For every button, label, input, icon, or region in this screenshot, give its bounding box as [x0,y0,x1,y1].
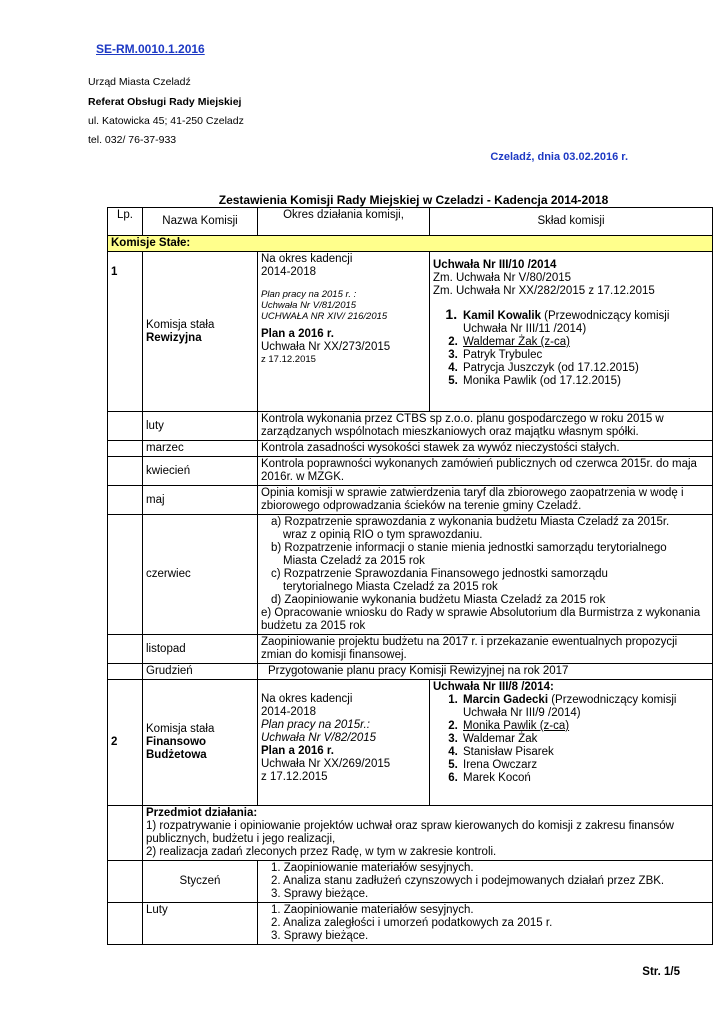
schedule-month: Grudzień [143,664,258,680]
c1-period-line2: 2014-2018 [261,266,316,278]
commission1-period [258,252,430,412]
schedule-text: Kontrola zasadności wysokości stawek za wywóz nieczystości stałych. [258,441,713,457]
table-row [108,515,713,635]
table-row [108,664,713,680]
june-tasks: a) Rozpatrzenie sprawozdania z wykonania budżetu Miasta Czeladź za 2015r. wraz z opinią RIO o tym sprawozdaniu. b) Rozpatrzenie informacji o stanie mienia jednostki samorządu terytorialnego Miasta Czeladź za 2015 rok c) Rozpatrzenie Sprawozdania Finansowego jednostki samorządu terytorialnego Miasta Czeladź za 2015 rok d) Zaopiniowanie wykonania budżetu Miasta Czeladź za 2015 rok e) Opracowanie wniosku do Rady w sprawie Absolutorium dla Burmistrza z wykonania budżetu za 2015 rok [258,515,713,635]
commissions-table [107,207,713,945]
schedule-text: Przygotowanie planu pracy Komisji Rewizyjnej na rok 2017 [258,664,713,680]
list-item: 3. Waldemar Żak [461,733,709,746]
page-title: Zestawienia Komisji Rady Miejskiej w Czeladzi - Kadencja 2014-2018 [218,193,609,207]
list-item: 5. Monika Pawlik (od 17.12.2015) [461,375,709,388]
c1-period-line1: Na okres kadencji [261,253,353,265]
list-item: 4. Patrycja Juszczyk (od 17.12.2015) [461,362,709,375]
feb-tasks: 1. Zaopiniowanie materiałów sesyjnych. 2. Analiza zaległości i umorzeń podatkowych za 2015 r. 3. Sprawy bieżące. [258,903,713,945]
schedule-month: Styczeń [143,861,258,903]
commission1-name-line2: Rewizyjna [146,331,202,344]
commission2-members [430,680,713,806]
commission2-name: Komisja stała Finansowo Budżetowa [143,680,258,806]
page-number: Str. 1/5 [642,966,680,978]
schedule-text: Kontrola wykonania przez CTBS sp z.o.o. planu gospodarczego w roku 2015 w zarządzanych wspólnotach mieszkaniowych oraz majątku własnym spółki. [258,412,713,441]
commission1-members [430,252,713,412]
table-row [108,680,713,806]
office-phone: tel. 032/ 76-37-933 [88,134,177,146]
list-item: 1. Kamil Kowalik (Przewodniczący komisji Uchwała Nr III/11 /2014) [461,308,709,336]
commission1-lp: 1 [108,252,143,412]
c1-amend1: Zm. Uchwała Nr V/80/2015 [433,272,572,284]
commission1-name-line1: Komisja stała [146,318,215,331]
schedule-month: kwiecień [143,457,258,486]
c1-plan2015-line2: Uchwała Nr V/81/2015 [261,300,357,311]
schedule-month: czerwiec [143,515,258,635]
table-row [108,635,713,664]
c1-member-list [433,308,709,388]
list-item: 5. Irena Owczarz [461,759,709,772]
c1-plan2015-line1: Plan pracy na 2015 r. : [261,289,357,300]
document-reference: SE-RM.0010.1.2016 [96,42,205,56]
schedule-text: Zaopiniowanie projektu budżetu na 2017 r. i przekazanie ewentualnych propozycji zmian do komisji finansowej. [258,635,713,664]
table-row [108,806,713,861]
table-header-row [108,208,713,236]
schedule-month: Luty [143,903,258,945]
commission2-lp: 2 [108,680,143,806]
jan-tasks: 1. Zaopiniowanie materiałów sesyjnych. 2. Analiza stanu zadłużeń czynszowych i podejmowanych działań przez ZBK. 3. Sprawy bieżące. [258,861,713,903]
c1-amend2: Zm. Uchwała Nr XX/282/2015 z 17.12.2015 [433,285,655,297]
header-period: Okres działania komisji, [258,208,430,236]
table-row [108,486,713,515]
table-row [108,252,713,412]
list-item: 4. Stanisław Pisarek [461,746,709,759]
c1-plan2016-date: z 17.12.2015 [261,354,316,365]
department-name: Referat Obsługi Rady Miejskiej [88,96,242,108]
commission2-scope: Przedmiot działania: 1) rozpatrywanie i opiniowanie projektów uchwał oraz spraw kierowanych do komisji z zakresu finansów publicznych, budżetu i jego realizacji, 2) realizacja zadań zleconych przez Radę, w tym w zakresie kontroli. [143,806,713,861]
document-date: Czeladź, dnia 03.02.2016 r. [490,151,628,163]
schedule-month: maj [143,486,258,515]
schedule-month: luty [143,412,258,441]
schedule-text: Kontrola poprawności wykonanych zamówień publicznych od czerwca 2015r. do maja 2016r. w MZGK. [258,457,713,486]
header-name: Nazwa Komisji [143,208,258,236]
section-label: Komisje Stałe: [108,236,713,252]
list-item: 1. Marcin Gadecki (Przewodniczący komisji Uchwała Nr III/9 /2014) [461,694,709,720]
c2-member-list [433,694,709,785]
commission1-name [143,252,258,412]
schedule-text: Opinia komisji w sprawie zatwierdzenia taryf dla zbiorowego zaopatrzenia w wodę i zbiorowego odprowadzania ścieków na terenie gminy Czeladź. [258,486,713,515]
c1-resolution: Uchwała Nr III/10 /2014 [433,259,557,271]
table-row [108,412,713,441]
list-item: 2. Waldemar Żak (z-ca) [461,336,709,349]
table-row [108,457,713,486]
list-item: 6. Marek Kocoń [461,772,709,785]
office-address: ul. Katowicka 45; 41-250 Czeladz [88,115,244,127]
c2-resolution: Uchwała Nr III/8 /2014: [433,681,554,693]
header-lp: Lp. [108,208,143,236]
schedule-month: listopad [143,635,258,664]
list-item: 2. Monika Pawlik (z-ca) [461,720,709,733]
c1-plan2015-line3: UCHWAŁA NR XIV/ 216/2015 [261,311,388,322]
commission2-period: Na okres kadencji 2014-2018 Plan pracy na 2015r.: Uchwała Nr V/82/2015 Plan a 2016 r. Uchwała Nr XX/269/2015 z 17.12.2015 [258,680,430,806]
c1-plan2016-uchwala: Uchwała Nr XX/273/2015 [261,341,391,353]
table-row [108,903,713,945]
list-item: 3. Patryk Trybulec [461,349,709,362]
section-row [108,236,713,252]
table-row [108,861,713,903]
c1-plan2016-title: Plan a 2016 r. [261,328,334,340]
schedule-month: marzec [143,441,258,457]
header-members: Skład komisji [430,208,713,236]
office-name: Urząd Miasta Czeladź [88,76,191,88]
table-row [108,441,713,457]
